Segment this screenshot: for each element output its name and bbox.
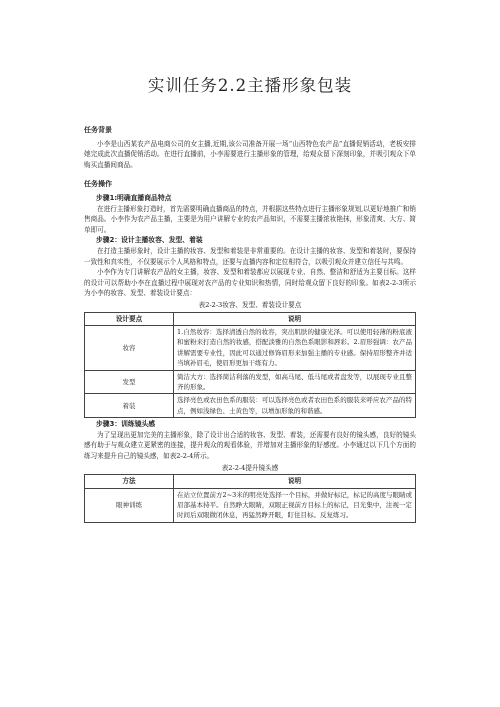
table2-caption: 表2-2-4提升镜头感 bbox=[221, 463, 279, 472]
operation-heading: 任务操作 bbox=[84, 180, 112, 189]
table-row bbox=[85, 488, 416, 522]
table-header-cell: 说明 bbox=[174, 312, 416, 325]
step3-heading: 步骤3：训练镜头感 bbox=[96, 420, 156, 429]
table-row bbox=[85, 370, 416, 394]
camera-sense-table bbox=[84, 474, 416, 523]
table-header-cell: 方法 bbox=[85, 475, 174, 488]
table1-caption: 表2-2-3妆容、发型、着装设计要点 bbox=[198, 300, 302, 309]
table-row bbox=[85, 325, 416, 370]
table-header-row bbox=[85, 312, 416, 325]
step1-paragraph: 在进行主播形象打造时，首先需要明确直播商品的特点，并根据这些特点进行主播形象规划,以更好地推广和销售商品。小李作为农产品主播，主要是为用户讲解专业的农产品知识，不需要主播浓妆艳抹，形象清爽、大方、简单即可。 bbox=[84, 204, 416, 234]
table-cell-value: 在站立位置前方2~3米的明亮处选择一个目标，并做好标记，标记的高度与眼睛或眉部基本持平。自然睁大眼睛，双眼正视前方目标上的标记，目光集中，注视一定时间后双眼微闭休息，再猛然睁开眼，盯住目标。反复练习。 bbox=[174, 488, 416, 522]
table-header-row bbox=[85, 475, 416, 488]
table-header-cell: 说明 bbox=[174, 475, 416, 488]
table-cell-key: 着装 bbox=[85, 394, 174, 418]
step3-paragraph: 为了呈现出更加完美的主播形象，除了设计出合适的妆容、发型、着装，还需要有良好的镜头感，良好的镜头感有助于与观众建立更紧密的连接，提升观众的观看体验，并增加对主播形象的好感度。小李通过以下几个方面的练习来提升自己的镜头感，如表2-2-4所示。 bbox=[84, 430, 416, 460]
table-header-cell: 设计要点 bbox=[85, 312, 174, 325]
background-heading: 任务背景 bbox=[84, 126, 112, 134]
table-cell-key: 眼神训练 bbox=[85, 488, 174, 522]
table-cell-key: 发型 bbox=[85, 370, 174, 394]
background-paragraph: 小李是山西某农产品电商公司的女主播,近期,该公司准备开展一场“山西特色农产品”直播促销活动，老板安排她完成此次直播促销活动。在进行直播前，小李需要进行主播形象的管理，给观众留下深刻印象，并吸引观众下单购买直播间商品。 bbox=[84, 139, 416, 169]
table-cell-value: 1.自然妆容：选择清透自然的妆容，突出肌肤的健康光泽。可以使用轻薄的粉底液和蜜粉来打造自然的妆感，搭配淡雅的自然色系眼影和唇彩。2.眉形强调：农产品讲解需要专业性，因此可以通过修饰眉形来加强主播的专业感。保持眉形整齐并适当填补眉毛，使眉形更加干练有力。 bbox=[174, 325, 416, 370]
table-row bbox=[85, 394, 416, 418]
page-title: 实训任务2.2主播形象包装 bbox=[147, 76, 353, 95]
design-points-table bbox=[84, 312, 416, 419]
table-cell-key: 妆容 bbox=[85, 325, 174, 370]
table-cell-value: 选择亮色或农田色系的服装：可以选择亮色或者农田色系的服装来呼应农产品的特点，例如浅绿色、土黄色等，以增加形象的和谐感。 bbox=[174, 394, 416, 418]
document-body bbox=[84, 125, 416, 523]
step2-paragraph-2: 小李作为专门讲解农产品的女主播，妆容、发型和着装都应以展现专业、自然、整洁和舒适为主要目标。这样的设计可以帮助小李在直播过程中展现对农产品的专业知识和热情，同时给观众留下良好的印象。如表2-2-3所示为小李的妆容、发型、着装设计要点： bbox=[84, 268, 416, 298]
step2-paragraph-1: 在打造主播形象时，设计主播的妆容、发型和着装是非常重要的。在设计主播的妆容、发型和着装时，要保持一致性和真实性，不仅要展示个人风格和特点，还要与直播内容和定位相符合，以吸引观众并建立信任与共鸣。 bbox=[84, 246, 416, 266]
step2-heading: 步骤2：设计主播妆容、发型、着装 bbox=[96, 236, 203, 245]
table-cell-value: 简洁大方：选择简洁利落的发型，如高马尾、低马尾或者盘发等，以展现专业且整齐的形象。 bbox=[174, 370, 416, 394]
step1-heading: 步骤1:明确直播商品特点 bbox=[96, 193, 172, 202]
